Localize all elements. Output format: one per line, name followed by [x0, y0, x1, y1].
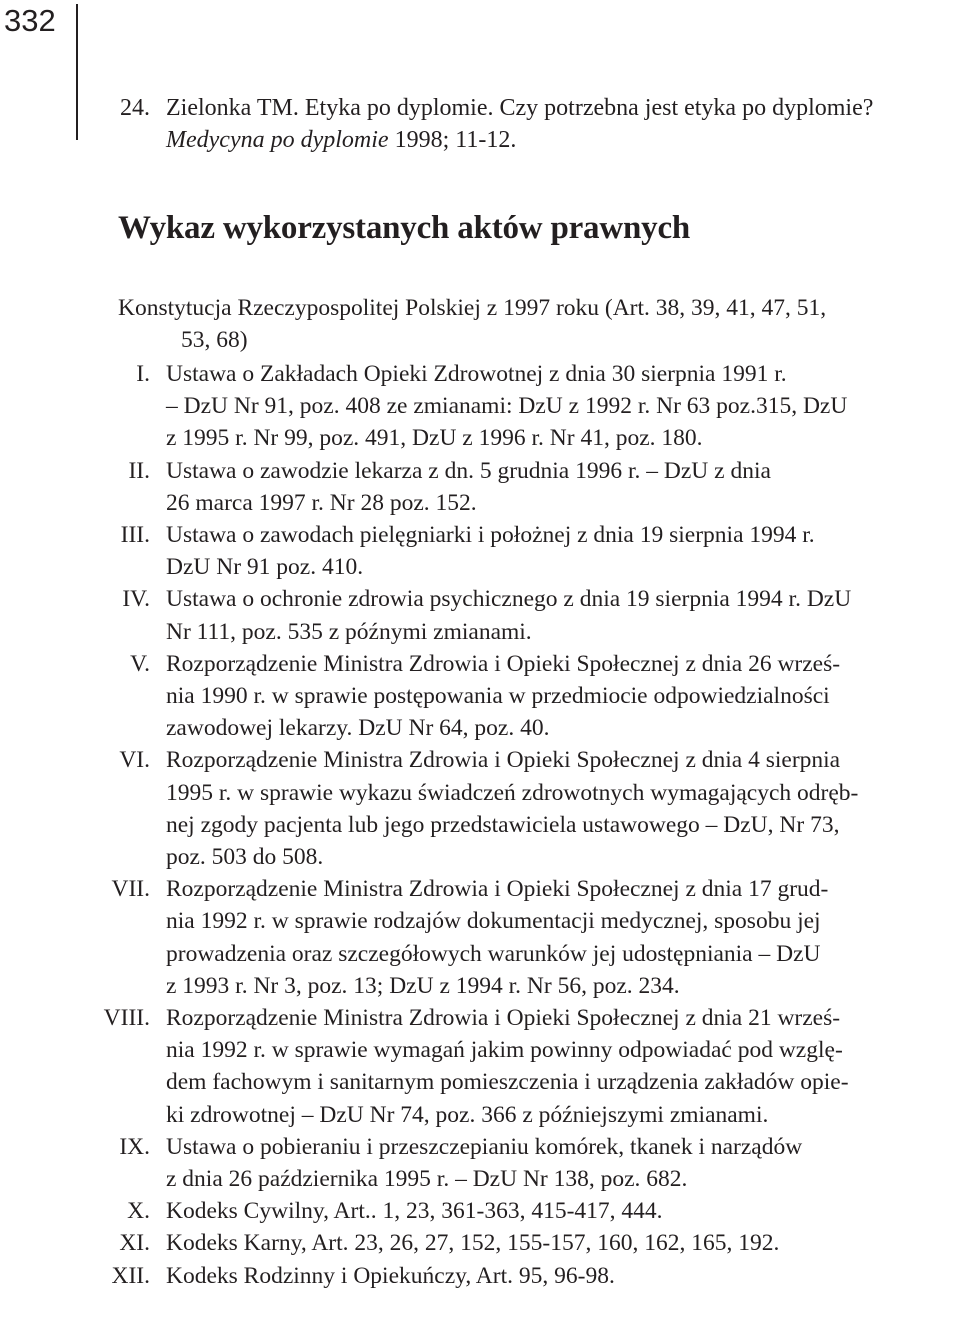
act-numeral: V. [130, 650, 150, 677]
act-text [166, 1131, 942, 1195]
act-text-line: ki zdrowotnej – DzU Nr 74, poz. 366 z późniejszymi zmianami. [166, 1101, 769, 1128]
act-numeral: X. [127, 1198, 150, 1225]
legal-act-item [0, 1002, 960, 1131]
legal-act-item [0, 455, 960, 519]
act-text-line: zawodowej lekarzy. DzU Nr 64, poz. 40. [166, 715, 550, 742]
act-text-line: Nr 111, poz. 535 z późnymi zmianami. [166, 618, 532, 645]
act-text-line: Kodeks Karny, Art. 23, 26, 27, 152, 155-157, 160, 162, 165, 192. [166, 1230, 780, 1257]
act-text-line: z 1993 r. Nr 3, poz. 13; DzU z 1994 r. Nr 56, poz. 234. [166, 972, 680, 999]
act-text-line: Kodeks Cywilny, Art.. 1, 23, 361-363, 415-417, 444. [166, 1198, 663, 1225]
act-text [166, 1195, 942, 1227]
entry-text: Zielonka TM. Etyka po dyplomie. Czy potrzebna jest etyka po dyplomie? [166, 95, 874, 121]
legal-act-item [0, 583, 960, 647]
legal-act-item [0, 1260, 960, 1292]
act-text [166, 1227, 942, 1259]
act-text [166, 648, 942, 745]
bibliography-entry [120, 92, 960, 156]
legal-act-item [0, 1227, 960, 1259]
act-numeral: VI. [119, 747, 150, 774]
section-heading: Wykaz wykorzystanych aktów prawnych [118, 210, 691, 246]
legal-act-item [0, 744, 960, 873]
act-text-line: Ustawa o pobieraniu i przeszczepianiu komórek, tkanek i narządów [166, 1133, 803, 1160]
journal-title: Medycyna po dyplomie [166, 127, 389, 153]
act-text-line: Ustawa o zawodzie lekarza z dn. 5 grudnia 1996 r. – DzU z dnia [166, 457, 771, 484]
legal-act-item [0, 648, 960, 745]
entry-number: 24. [120, 95, 150, 121]
act-text-line: Ustawa o Zakładach Opieki Zdrowotnej z dnia 30 sierpnia 1991 r. [166, 361, 787, 387]
act-numeral: XII. [111, 1262, 150, 1289]
act-text [166, 744, 942, 873]
act-text [166, 583, 942, 647]
act-text-line: Rozporządzenie Ministra Zdrowia i Opieki Społecznej z dnia 4 sierpnia [166, 747, 841, 774]
act-text-line: Ustawa o zawodach pielęgniarki i położnej z dnia 19 sierpnia 1994 r. [166, 522, 815, 549]
act-numeral: I. [136, 361, 150, 387]
act-text-line: nia 1992 r. w sprawie rodzajów dokumentacji medycznej, sposobu jej [166, 908, 821, 935]
act-text-line: nia 1992 r. w sprawie wymagań jakim powinny odpowiadać pod wzglę- [166, 1037, 843, 1064]
act-numeral: IV. [122, 586, 150, 613]
act-text-line: Rozporządzenie Ministra Zdrowia i Opieki Społecznej z dnia 21 wrześ- [166, 1005, 841, 1032]
legal-act-item [0, 1131, 960, 1195]
act-text-line: z 1995 r. Nr 99, poz. 491, DzU z 1996 r. Nr 41, poz. 180. [166, 425, 703, 452]
act-text-line: – DzU Nr 91, poz. 408 ze zmianami: DzU z 1992 r. Nr 63 poz.315, DzU [166, 393, 848, 420]
act-text-line: nej zgody pacjenta lub jego przedstawiciela ustawowego – DzU, Nr 73, [166, 811, 840, 838]
constitution-line: Konstytucja Rzeczypospolitej Polskiej z 1997 roku (Art. 38, 39, 41, 47, 51, [118, 295, 827, 321]
act-text-line: Rozporządzenie Ministra Zdrowia i Opieki Społecznej z dnia 17 grud- [166, 876, 829, 903]
act-text-line: Ustawa o ochronie zdrowia psychicznego z dnia 19 sierpnia 1994 r. DzU [166, 586, 852, 613]
act-text-line: Kodeks Rodzinny i Opiekuńczy, Art. 95, 96-98. [166, 1262, 615, 1289]
constitution-line: 53, 68) [181, 327, 248, 353]
act-text-line: 26 marca 1997 r. Nr 28 poz. 152. [166, 489, 477, 516]
act-numeral: VIII. [103, 1005, 150, 1032]
constitution-entry [118, 292, 958, 356]
act-numeral: II. [128, 457, 150, 484]
legal-acts-list [0, 358, 960, 1292]
act-text-line: z dnia 26 października 1995 r. – DzU Nr 138, poz. 682. [166, 1166, 688, 1193]
act-text-line: poz. 503 do 508. [166, 844, 324, 871]
act-text [166, 455, 942, 519]
act-numeral: III. [120, 522, 150, 549]
legal-act-item [0, 358, 960, 455]
act-text-line: prowadzenia oraz szczegółowych warunków jej udostępniania – DzU [166, 940, 821, 967]
act-text [166, 519, 942, 583]
act-text [166, 1260, 942, 1292]
act-text [166, 1002, 942, 1131]
journal-details: 1998; 11-12. [388, 127, 517, 153]
act-numeral: VII. [111, 876, 150, 903]
legal-act-item [0, 519, 960, 583]
act-text-line: Rozporządzenie Ministra Zdrowia i Opieki Społecznej z dnia 26 wrześ- [166, 650, 841, 677]
act-text-line: dem fachowym i sanitarnym pomieszczenia i urządzenia zakładów opie- [166, 1069, 849, 1096]
legal-act-item [0, 873, 960, 1002]
act-text-line: DzU Nr 91 poz. 410. [166, 554, 364, 581]
act-text [166, 873, 942, 1002]
page-number: 332 [4, 3, 56, 38]
act-text-line: 1995 r. w sprawie wykazu świadczeń zdrowotnych wymagających odręb- [166, 779, 859, 806]
act-numeral: IX. [119, 1133, 150, 1160]
legal-act-item [0, 1195, 960, 1227]
act-text [166, 358, 942, 455]
act-text-line: nia 1990 r. w sprawie postępowania w przedmiocie odpowiedzialności [166, 683, 830, 710]
act-numeral: XI. [119, 1230, 150, 1257]
margin-rule [76, 4, 78, 140]
